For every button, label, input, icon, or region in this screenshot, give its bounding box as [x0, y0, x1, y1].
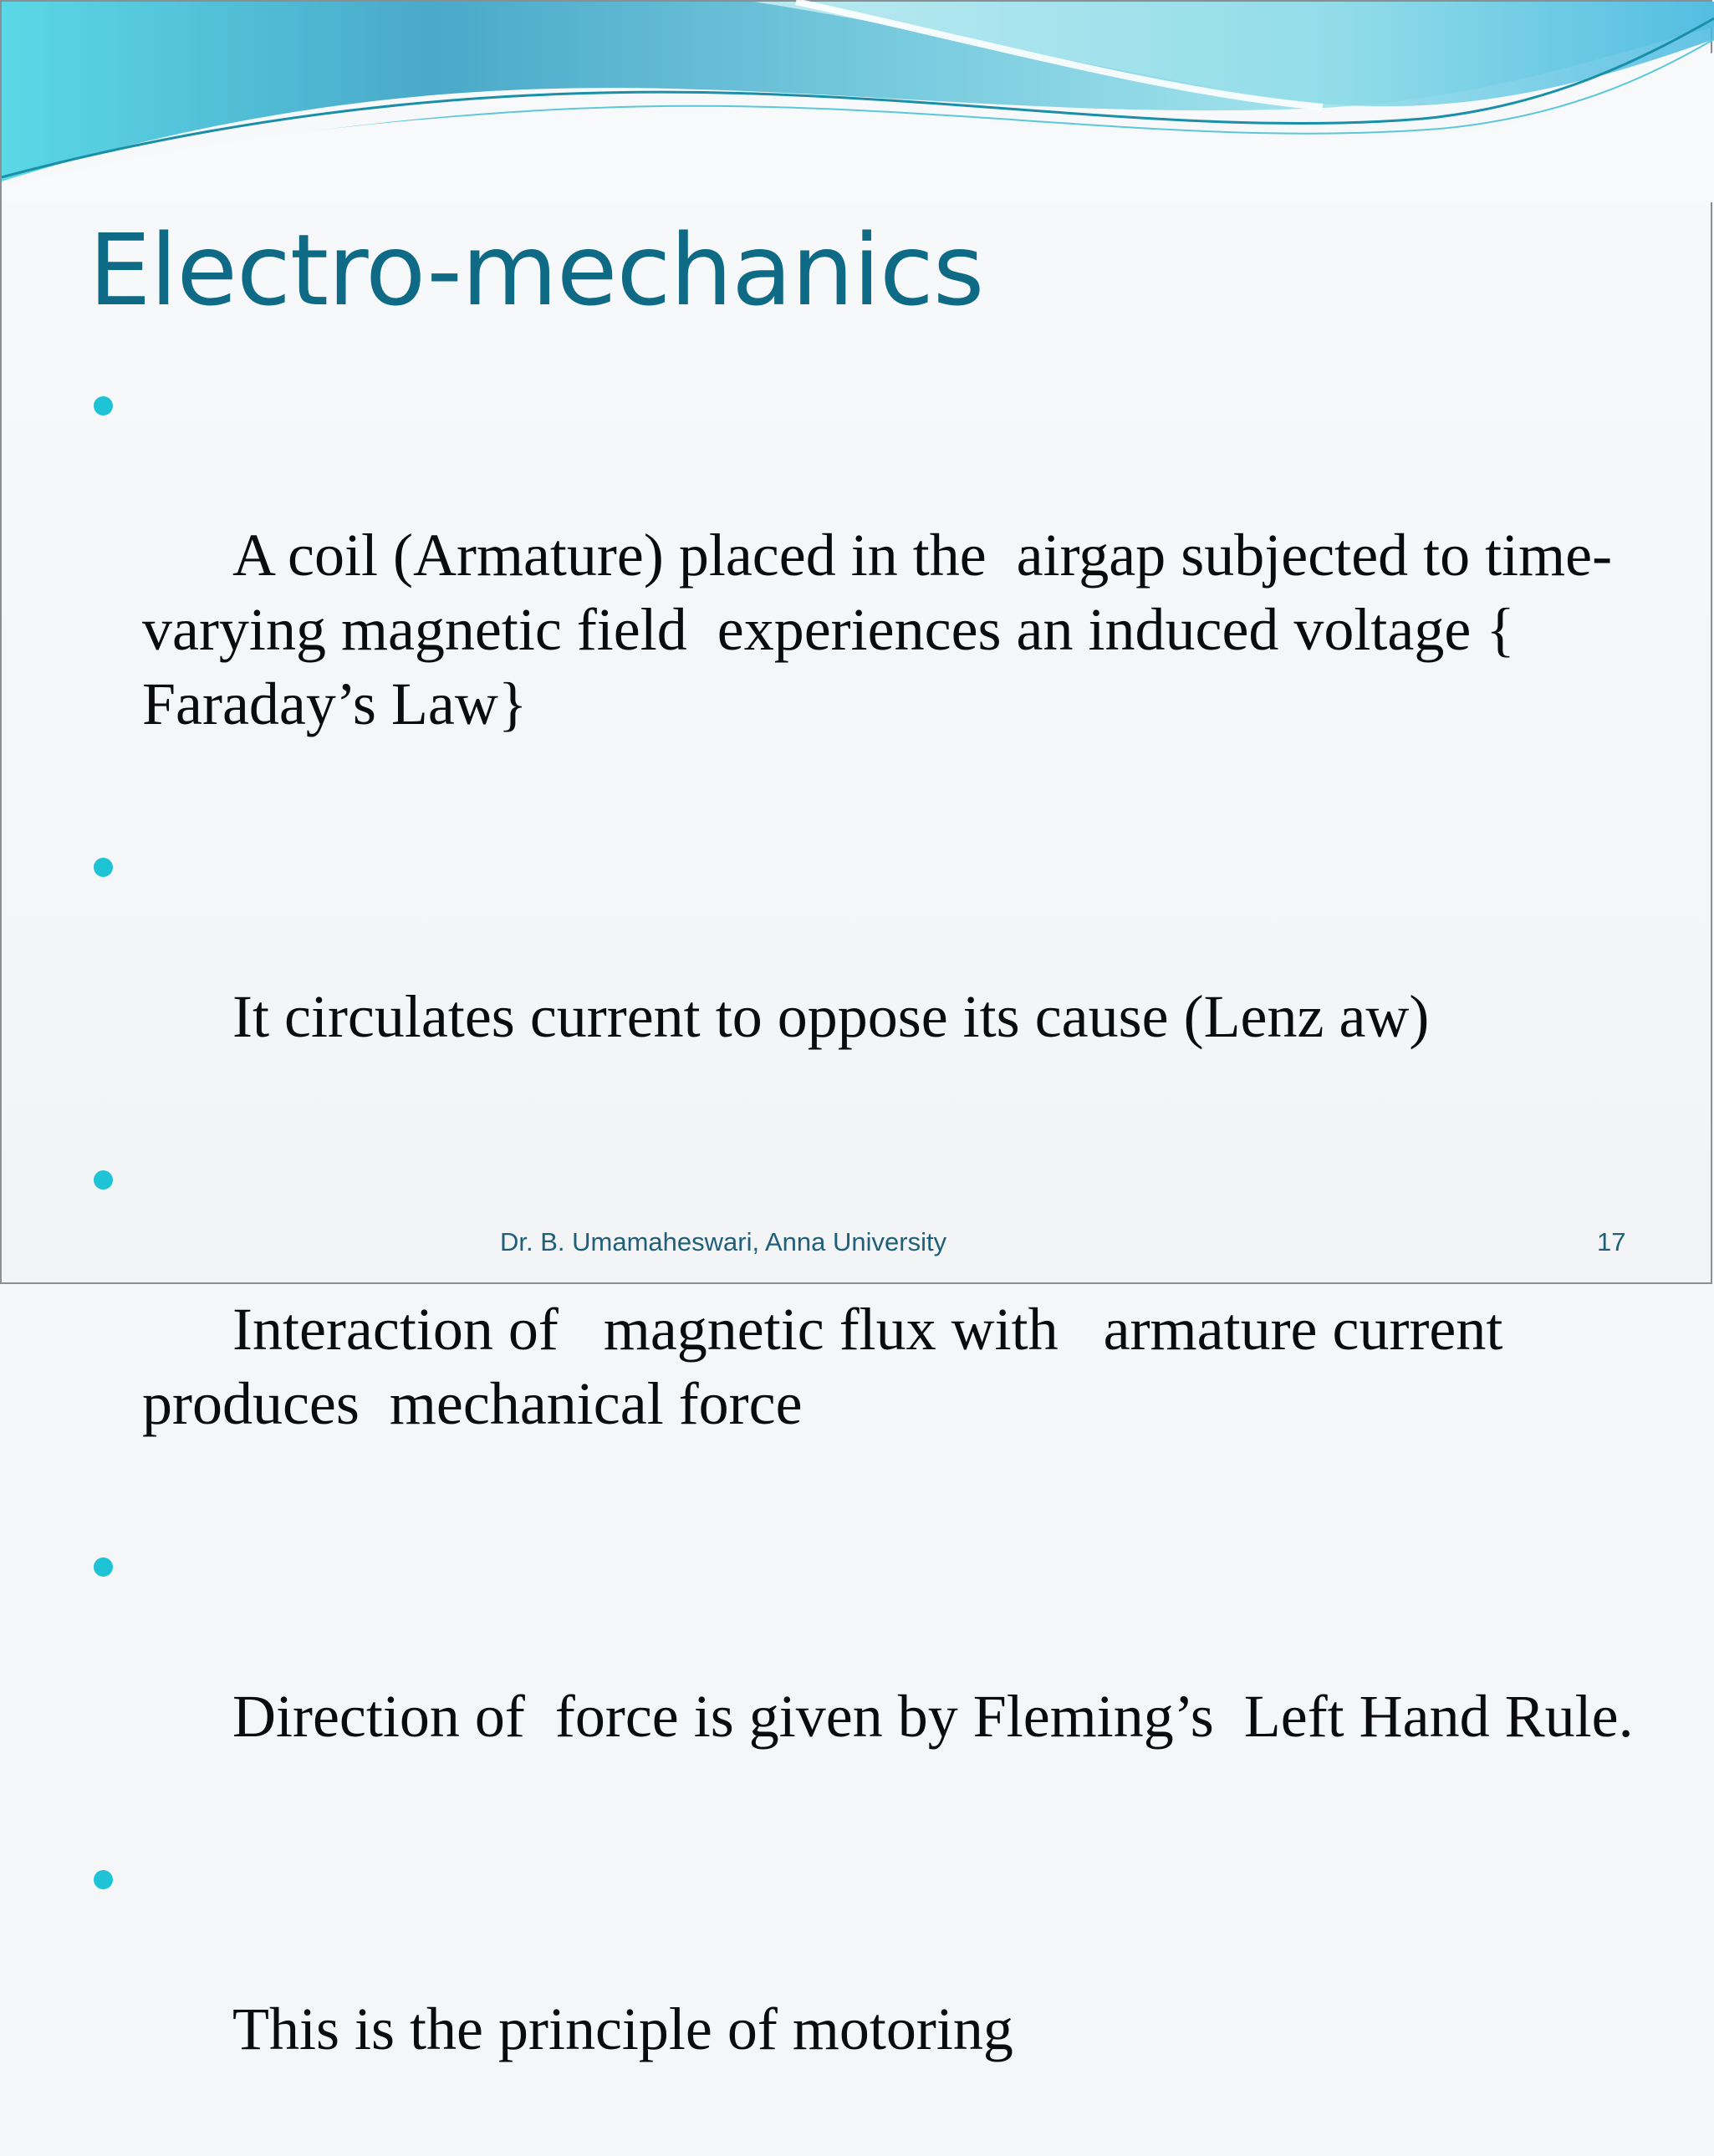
- page-number: 17: [1597, 1227, 1626, 1256]
- bullet-text: This is the principle of motoring: [232, 1995, 1013, 2062]
- bullet-dot-icon: [94, 396, 113, 415]
- bullet-dot-icon: [94, 858, 113, 877]
- slide-title: Electro-mechanics: [89, 212, 984, 328]
- bullet-text: A coil (Armature) placed in the airgap subjected to time-varying magnetic field experiences an induced voltage { Faraday’s Law}: [142, 522, 1613, 737]
- bullet-dot-icon: [94, 1870, 113, 1889]
- bullet-text: Interaction of magnetic flux with armature current produces mechanical force: [142, 1296, 1518, 1437]
- bullet-item: [94, 831, 1649, 1129]
- bullet-list: [94, 370, 1649, 2156]
- footer-author: Dr. B. Umamaheswari, Anna University: [500, 1227, 947, 1256]
- bullet-item: [94, 370, 1649, 816]
- bullet-text: Direction of force is given by Fleming’s Left Hand Rule.: [232, 1683, 1634, 1750]
- bullet-item: [94, 1843, 1649, 2141]
- bullet-dot-icon: [94, 1557, 113, 1577]
- bullet-dot-icon: [94, 1170, 113, 1190]
- bullet-item: [94, 1144, 1649, 1516]
- header-wave-decoration: [2, 2, 1714, 202]
- bullet-text: It circulates current to oppose its cause (Lenz aw): [232, 983, 1430, 1050]
- bullet-item: [94, 1531, 1649, 1828]
